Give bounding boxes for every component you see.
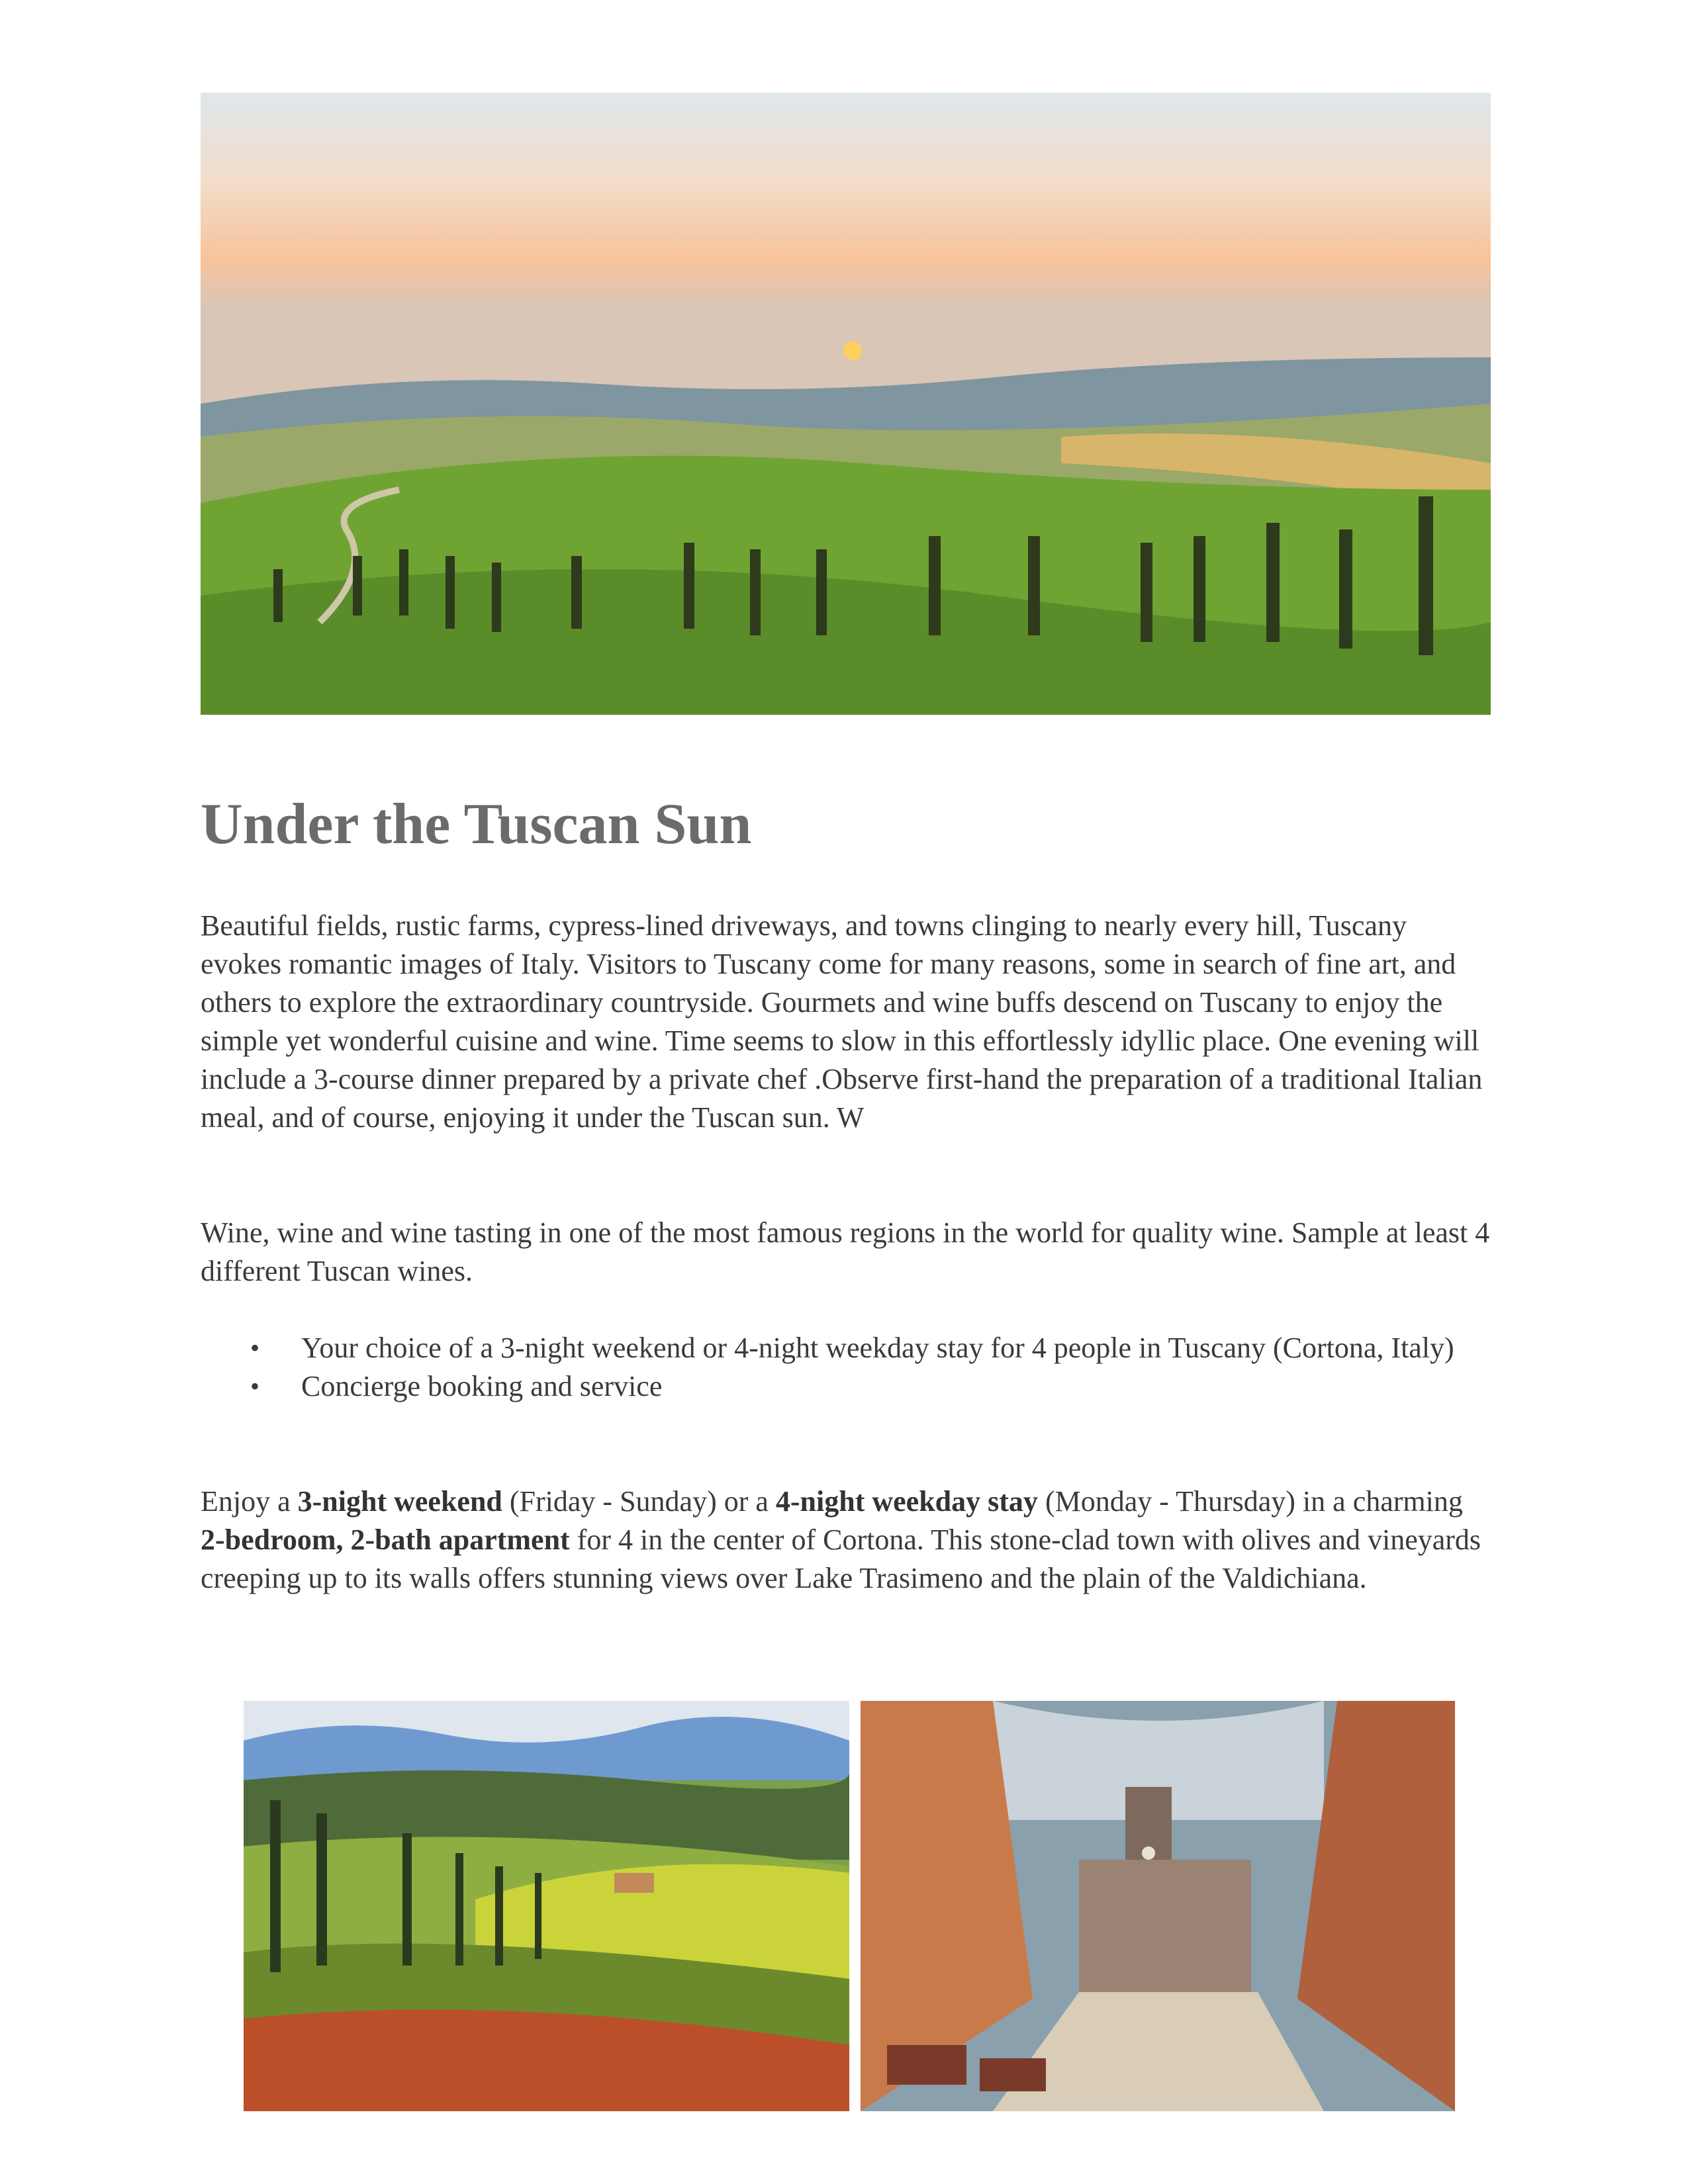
stay-text: for 4 in the center of Cortona. This stone-clad town with olives and vineyards creeping up to its walls offers stunning views over Lake Trasimeno and the plain of the Valdichiana. (201, 1524, 1481, 1594)
stay-highlight-apartment: 2-bedroom, 2-bath apartment (201, 1524, 570, 1556)
package-list (238, 1329, 1463, 1406)
intro-paragraph: Beautiful fields, rustic farms, cypress-lined driveways, and towns clinging to nearly every hill, Tuscany evokes romantic images of Italy. Visitors to Tuscany come for many reasons, some in search of fine art, and others to explore the extraordinary countryside. Gourmets and wine buffs descend on Tuscany to enjoy the simple yet wonderful cuisine and wine. Time seems to slow in this effortlessly idyllic place. One evening will include a 3-course dinner prepared by a private chef .Observe first-hand the preparation of a traditional Italian meal, and of course, enjoying it under the Tuscan sun. W (201, 909, 1483, 1134)
stay-paragraph (201, 1482, 1491, 1598)
list-item (238, 1367, 1463, 1406)
stay-text: (Monday - Thursday) in a charming (1037, 1485, 1463, 1518)
bullet-icon: • (250, 1371, 260, 1401)
cortona-street-photo (861, 1701, 1455, 2111)
list-item (238, 1329, 1463, 1367)
list-item-text: Concierge booking and service (301, 1370, 663, 1402)
stay-highlight-weekday: 4-night weekday stay (775, 1485, 1038, 1518)
stay-text: (Friday - Sunday) or a (502, 1485, 776, 1518)
tuscan-hills-photo (244, 1701, 849, 2111)
bullet-icon: • (250, 1333, 260, 1363)
stay-highlight-weekend: 3-night weekend (297, 1485, 502, 1518)
stay-text: Enjoy a (201, 1485, 298, 1518)
page-title: Under the Tuscan Sun (201, 792, 752, 856)
list-item-text: Your choice of a 3-night weekend or 4-night weekday stay for 4 people in Tuscany (Cortona, Italy) (301, 1332, 1454, 1364)
hero-landscape-photo (201, 93, 1491, 715)
wine-paragraph: Wine, wine and wine tasting in one of the most famous regions in the world for quality wine. Sample at least 4 different Tuscan wines. (201, 1216, 1490, 1287)
